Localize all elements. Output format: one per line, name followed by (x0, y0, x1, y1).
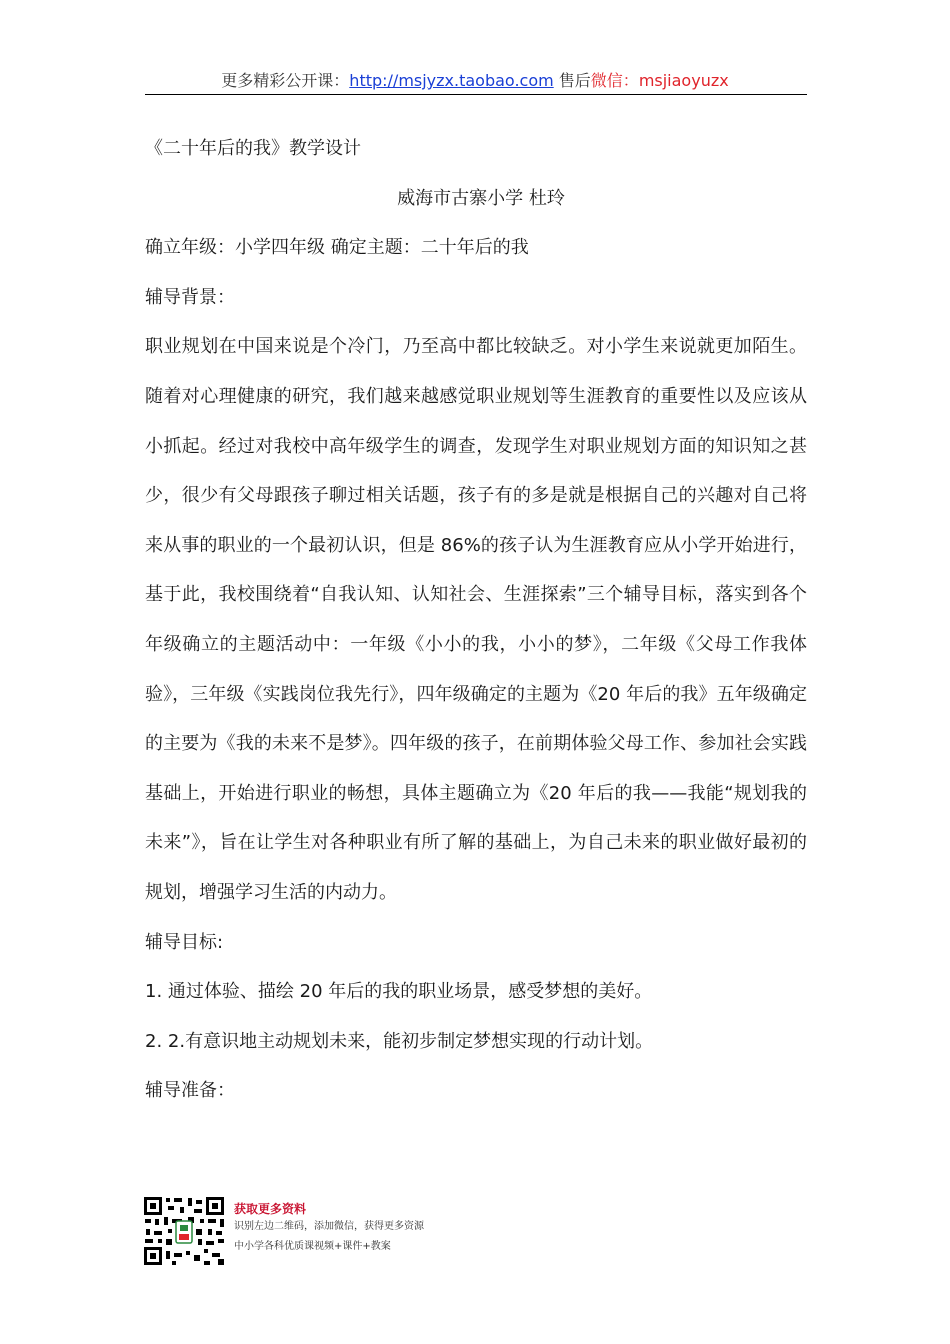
background-paragraph: 职业规划在中国来说是个冷门，乃至高中都比较缺乏。对小学生来说就更加陌生。随着对心理健康的研究，我们越来越感觉职业规划等生涯教育的重要性以及应该从小抓起。经过对我校中高年级学生的调查，发现学生对职业规划方面的知识知之甚少，很少有父母跟孩子聊过相关话题，孩子有的多是就是根据自己的兴趣对自己将来从事的职业的一个最初认识，但是 86%的孩子认为生涯教育应从小学开始进行，基于此，我校围绕着“自我认知、认知社会、生涯探索”三个辅导目标，落实到各个年级确立的主题活动中：一年级《小小的我，小小的梦》，二年级《父母工作我体验》，三年级《实践岗位我先行》，四年级确定的主题为《20 年后的我》五年级确定的主要为《我的未来不是梦》。四年级的孩子，在前期体验父母工作、参加社会实践基础上，开始进行职业的畅想，具体主题确立为《20 年后的我——我能“规划我的未来”》，旨在让学生对各种职业有所了解的基础上，为自己未来的职业做好最初的规划，增强学习生活的内动力。 (145, 336, 807, 903)
page-header (145, 68, 805, 94)
qr-code-icon (142, 1195, 226, 1267)
header-rule (145, 94, 807, 95)
shop-link[interactable]: http://msjyzx.taobao.com (349, 71, 554, 90)
goal-item-2: 2. 2.有意识地主动规划未来，能初步制定梦想实现的行动计划。 (145, 1030, 654, 1052)
grade-theme-line: 确立年级：小学四年级 确定主题：二十年后的我 (145, 237, 529, 259)
footer-text (234, 1201, 424, 1257)
footer-headline: 获取更多资料 (234, 1202, 307, 1216)
goals-heading: 辅导目标: (145, 931, 224, 953)
prep-heading: 辅导准备： (145, 1080, 235, 1102)
background-heading: 辅导背景： (145, 286, 235, 308)
document-title: 《二十年后的我》教学设计 (145, 138, 361, 159)
header-after-sales: 售后 (553, 71, 591, 90)
footer-resources: 中小学各科优质课视频+课件+教案 (234, 1241, 391, 1252)
author-line: 威海市古寨小学 杜玲 (397, 187, 565, 209)
footer-instruction: 识别左边二维码，添加微信，获得更多资源 (234, 1221, 424, 1232)
header-prefix: 更多精彩公开课： (221, 71, 350, 90)
goal-item-1: 1. 通过体验、描绘 20 年后的我的职业场景，感受梦想的美好。 (145, 981, 653, 1003)
wechat-id: msjiaoyuzx (638, 71, 729, 90)
document-body (145, 124, 807, 1116)
footer-promo (142, 1195, 522, 1267)
wechat-label: 微信： (590, 71, 639, 90)
